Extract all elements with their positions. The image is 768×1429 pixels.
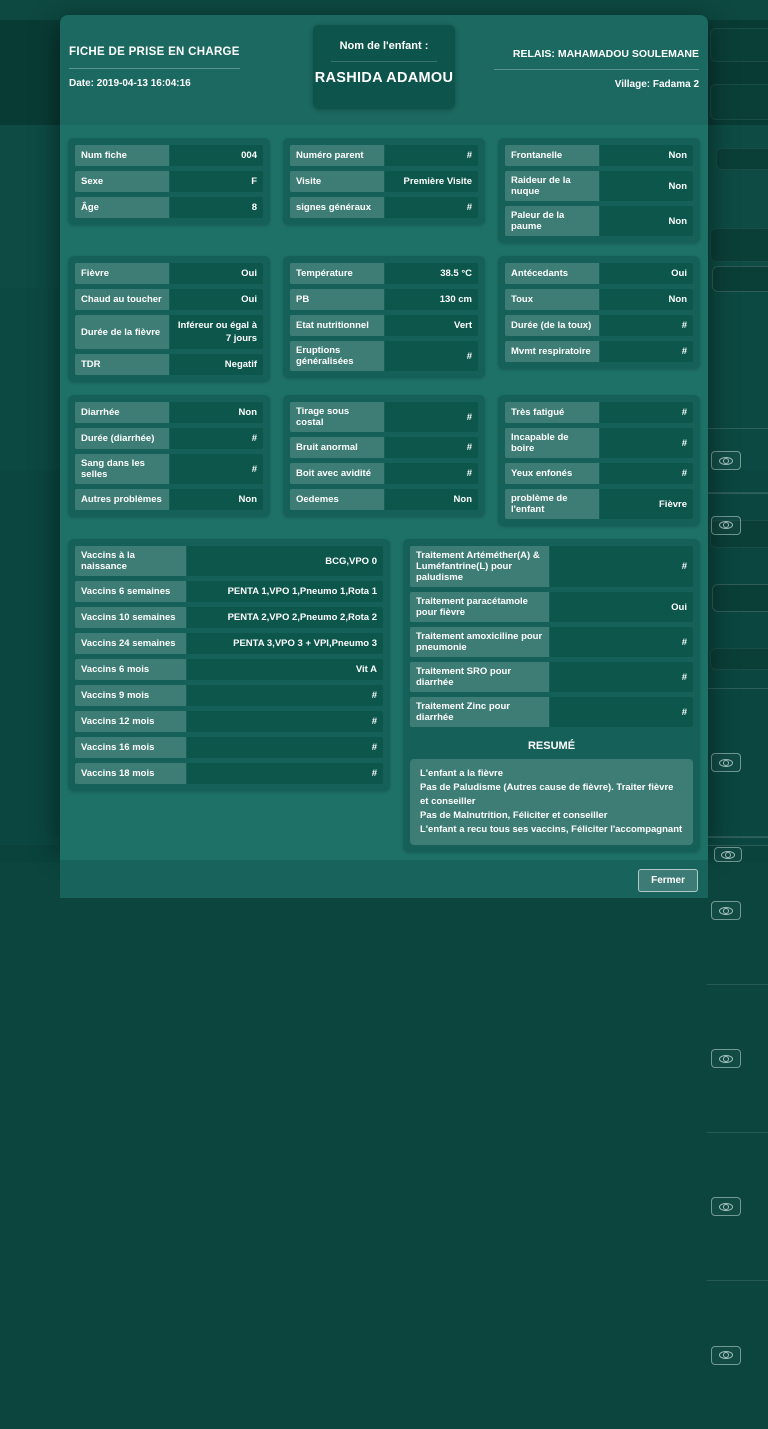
- resume-line: L'enfant a recu tous ses vaccins, Féliciter l'accompagnant: [420, 824, 683, 835]
- field-row: [290, 437, 478, 458]
- field-label: TDR: [75, 354, 169, 375]
- field-row: [75, 402, 263, 423]
- view-row-button: [711, 1346, 741, 1365]
- field-label: Âge: [75, 197, 169, 218]
- resume-title: RESUMÉ: [527, 740, 576, 752]
- field-label: Vaccins 6 mois: [75, 659, 186, 680]
- header-right: [494, 48, 699, 90]
- field-row: [290, 402, 478, 432]
- field-label: Sexe: [75, 171, 169, 192]
- view-row-button: [711, 516, 741, 535]
- field-label: Chaud au toucher: [75, 289, 169, 310]
- field-value: #: [600, 428, 693, 458]
- field-value: Non: [385, 489, 478, 510]
- field-value: Première Visite: [385, 171, 478, 192]
- field-row: [505, 171, 693, 201]
- close-button[interactable]: Fermer: [638, 869, 698, 892]
- fiche-modal: [60, 15, 708, 886]
- field-label: Numéro parent: [290, 145, 384, 166]
- resume-line: Pas de Paludisme (Autres cause de fièvre). Traiter fièvre et conseiller: [420, 782, 674, 807]
- field-value: Vit A: [187, 659, 383, 680]
- eye-icon: [719, 759, 733, 767]
- field-label: Oedemes: [290, 489, 384, 510]
- field-value: 004: [170, 145, 263, 166]
- field-label: Vaccins à la naissance: [75, 546, 186, 576]
- field-value: Fièvre: [600, 489, 693, 519]
- field-value: F: [170, 171, 263, 192]
- card-etat-general: [498, 395, 700, 526]
- modal-header: [60, 15, 708, 125]
- field-value: #: [385, 437, 478, 458]
- card-mesures: [283, 256, 485, 378]
- field-row: [410, 546, 693, 587]
- field-value: 38.5 °C: [385, 263, 478, 284]
- field-row: [410, 627, 693, 657]
- field-label: Antécedants: [505, 263, 599, 284]
- field-row: [290, 145, 478, 166]
- field-value: #: [187, 711, 383, 732]
- field-value: #: [385, 145, 478, 166]
- field-value: #: [170, 428, 263, 449]
- field-value: Oui: [600, 263, 693, 284]
- modal-footer: [60, 860, 708, 898]
- field-value: 130 cm: [385, 289, 478, 310]
- eye-icon: [719, 521, 733, 529]
- field-row: [505, 315, 693, 336]
- field-label: Température: [290, 263, 384, 284]
- field-value: #: [600, 341, 693, 362]
- fiche-date: Date: 2019-04-13 16:04:16: [69, 78, 191, 89]
- field-label: Fièvre: [75, 263, 169, 284]
- field-label: Paleur de la paume: [505, 206, 599, 236]
- background-panel: [710, 228, 768, 262]
- modal-content: [60, 125, 708, 860]
- field-row: [505, 289, 693, 310]
- field-label: Visite: [290, 171, 384, 192]
- field-label: PB: [290, 289, 384, 310]
- background-panel: [710, 648, 768, 670]
- field-value: #: [187, 737, 383, 758]
- field-label: Diarrhée: [75, 402, 169, 423]
- view-row-button: [711, 451, 741, 470]
- field-row: [75, 633, 383, 654]
- field-value: #: [550, 627, 693, 657]
- field-value: #: [385, 402, 478, 432]
- field-label: Vaccins 16 mois: [75, 737, 186, 758]
- field-row: [505, 263, 693, 284]
- field-row: [75, 289, 263, 310]
- field-label: Num fiche: [75, 145, 169, 166]
- field-row: [290, 463, 478, 484]
- relais-name: RELAIS: MAHAMADOU SOULEMANE: [494, 48, 699, 70]
- field-value: PENTA 1,VPO 1,Pneumo 1,Rota 1: [187, 581, 383, 602]
- cards-row: [68, 395, 700, 526]
- field-row: [290, 263, 478, 284]
- field-row: [410, 697, 693, 727]
- field-label: Toux: [505, 289, 599, 310]
- field-row: [290, 489, 478, 510]
- background-panel: [712, 266, 768, 292]
- field-label: Yeux enfonés: [505, 463, 599, 484]
- card-identification: [68, 138, 270, 225]
- field-row: [290, 341, 478, 371]
- field-label: Vaccins 12 mois: [75, 711, 186, 732]
- field-label: Boit avec avidité: [290, 463, 384, 484]
- field-value: Non: [170, 402, 263, 423]
- field-value: Vert: [385, 315, 478, 336]
- field-row: [290, 197, 478, 218]
- resume-line: L'enfant a la fièvre: [420, 768, 504, 779]
- field-label: Durée (de la toux): [505, 315, 599, 336]
- field-label: Raideur de la nuque: [505, 171, 599, 201]
- view-row-button: [711, 753, 741, 772]
- field-value: #: [600, 402, 693, 423]
- field-row: [75, 197, 263, 218]
- field-label: Vaccins 18 mois: [75, 763, 186, 784]
- field-value: Negatif: [170, 354, 263, 375]
- field-label: Vaccins 9 mois: [75, 685, 186, 706]
- cards-row: [68, 138, 700, 243]
- cards-row: [68, 256, 700, 382]
- child-name-box: [313, 25, 455, 109]
- field-row: [505, 463, 693, 484]
- field-row: [75, 737, 383, 758]
- field-row: [75, 428, 263, 449]
- field-label: Vaccins 6 semaines: [75, 581, 186, 602]
- field-value: Oui: [170, 263, 263, 284]
- view-row-button: [714, 847, 742, 862]
- field-value: 8: [170, 197, 263, 218]
- background-table-actions: [706, 688, 768, 838]
- field-label: Vaccins 24 semaines: [75, 633, 186, 654]
- field-row: [75, 171, 263, 192]
- card-antecedants: [498, 256, 700, 369]
- card-traitements: [403, 539, 700, 852]
- eye-icon: [719, 1203, 733, 1211]
- field-label: Frontanelle: [505, 145, 599, 166]
- background-panel: [716, 148, 768, 170]
- field-value: Non: [600, 206, 693, 236]
- field-value: Non: [600, 289, 693, 310]
- field-value: Non: [170, 489, 263, 510]
- card-fievre: [68, 256, 270, 382]
- field-row: [505, 489, 693, 519]
- field-row: [75, 315, 263, 349]
- eye-icon: [719, 1351, 733, 1359]
- eye-icon: [721, 851, 735, 859]
- field-row: [290, 171, 478, 192]
- field-row: [75, 354, 263, 375]
- village-name: Village: Fadama 2: [614, 79, 699, 90]
- field-label: Très fatigué: [505, 402, 599, 423]
- card-signes-respiratoires: [283, 395, 485, 517]
- child-name-label: Nom de l'enfant :: [339, 40, 429, 52]
- field-value: Inféreur ou égal à 7 jours: [170, 315, 263, 349]
- field-label: Traitement paracétamole pour fièvre: [410, 592, 549, 622]
- field-row: [410, 592, 693, 622]
- field-label: Tirage sous costal: [290, 402, 384, 432]
- eye-icon: [719, 457, 733, 465]
- field-label: Incapable de boire: [505, 428, 599, 458]
- field-value: #: [385, 197, 478, 218]
- child-name: RASHIDA ADAMOU: [314, 70, 454, 86]
- field-label: problème de l'enfant: [505, 489, 599, 519]
- field-label: Sang dans les selles: [75, 454, 169, 484]
- field-label: signes généraux: [290, 197, 384, 218]
- header-left: [69, 46, 240, 89]
- background-panel: [710, 84, 768, 120]
- field-row: [505, 341, 693, 362]
- field-row: [75, 685, 383, 706]
- field-value: BCG,VPO 0: [187, 546, 383, 576]
- field-row: [75, 145, 263, 166]
- field-row: [290, 289, 478, 310]
- field-label: Bruit anormal: [290, 437, 384, 458]
- field-row: [75, 546, 383, 576]
- page-title: FICHE DE PRISE EN CHARGE: [69, 46, 240, 69]
- cards-row: [68, 539, 700, 852]
- field-row: [75, 711, 383, 732]
- field-row: [75, 607, 383, 628]
- field-label: Etat nutritionnel: [290, 315, 384, 336]
- field-row: [75, 659, 383, 680]
- field-row: [410, 662, 693, 692]
- field-value: #: [550, 662, 693, 692]
- field-value: Non: [600, 145, 693, 166]
- field-row: [75, 489, 263, 510]
- field-value: Non: [600, 171, 693, 201]
- view-row-button: [711, 901, 741, 920]
- field-label: Traitement amoxiciline pour pneumonie: [410, 627, 549, 657]
- background-panel: [710, 28, 768, 62]
- field-value: PENTA 3,VPO 3 + VPI,Pneumo 3: [187, 633, 383, 654]
- field-value: Oui: [550, 592, 693, 622]
- field-value: PENTA 2,VPO 2,Pneumo 2,Rota 2: [187, 607, 383, 628]
- field-label: Traitement SRO pour diarrhée: [410, 662, 549, 692]
- eye-icon: [719, 1055, 733, 1063]
- card-diarrhee: [68, 395, 270, 517]
- field-label: Durée (diarrhée): [75, 428, 169, 449]
- field-row: [505, 402, 693, 423]
- field-row: [75, 454, 263, 484]
- field-row: [505, 145, 693, 166]
- field-value: #: [187, 685, 383, 706]
- field-row: [505, 206, 693, 236]
- field-row: [75, 263, 263, 284]
- field-value: #: [385, 341, 478, 371]
- resume-line: Pas de Malnutrition, Féliciter et conseiller: [420, 810, 608, 821]
- field-value: #: [600, 315, 693, 336]
- field-value: Oui: [170, 289, 263, 310]
- view-row-button: [711, 1197, 741, 1216]
- field-label: Traitement Zinc pour diarrhée: [410, 697, 549, 727]
- resume-box: [410, 759, 693, 845]
- field-value: #: [170, 454, 263, 484]
- field-value: #: [600, 463, 693, 484]
- field-label: Mvmt respiratoire: [505, 341, 599, 362]
- field-row: [75, 763, 383, 784]
- field-row: [505, 428, 693, 458]
- card-vaccins: [68, 539, 390, 791]
- field-value: #: [385, 463, 478, 484]
- field-label: Durée de la fièvre: [75, 315, 169, 349]
- card-parent-visite: [283, 138, 485, 225]
- view-row-button: [711, 1049, 741, 1068]
- field-value: #: [550, 697, 693, 727]
- divider: [331, 61, 437, 62]
- background-table-actions: [706, 428, 768, 494]
- field-label: Autres problèmes: [75, 489, 169, 510]
- field-row: [75, 581, 383, 602]
- eye-icon: [719, 907, 733, 915]
- field-label: Eruptions généralisées: [290, 341, 384, 371]
- background-panel: [712, 584, 768, 612]
- field-value: #: [187, 763, 383, 784]
- card-signes-graves: [498, 138, 700, 243]
- field-label: Traitement Artéméther(A) & Luméfantrine(L) pour paludisme: [410, 546, 549, 587]
- field-row: [290, 315, 478, 336]
- field-value: #: [550, 546, 693, 587]
- field-label: Vaccins 10 semaines: [75, 607, 186, 628]
